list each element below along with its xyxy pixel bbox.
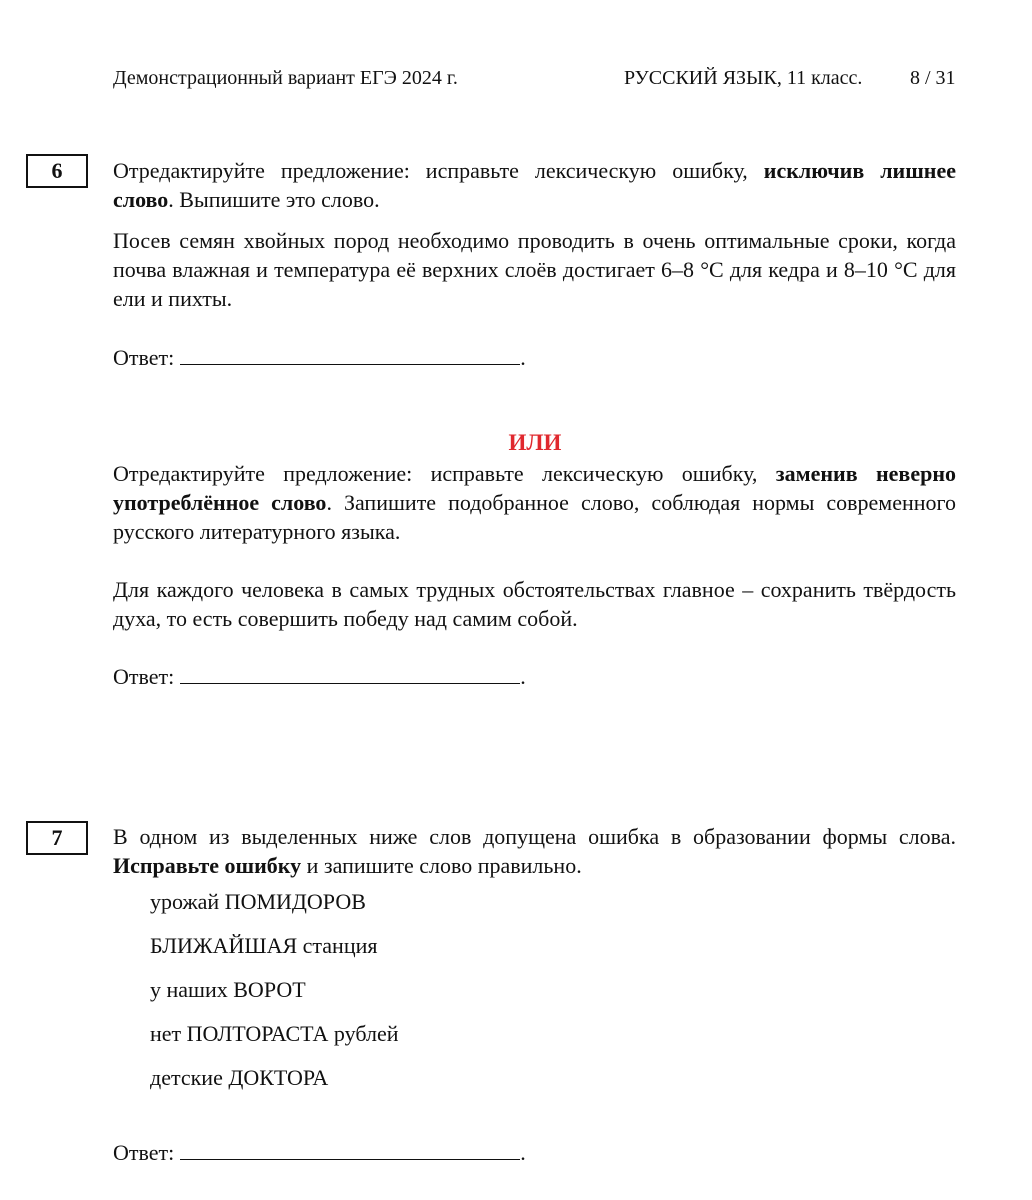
or-divider: ИЛИ <box>508 430 562 455</box>
task-7-option: урожай ПОМИДОРОВ <box>150 889 366 914</box>
header-subject: РУССКИЙ ЯЗЫК, 11 класс. <box>624 67 863 89</box>
task-6-alt-instruction-tail: . Запишите подобранное слово, соблюдая нормы современного русского литературного языка. <box>113 490 956 544</box>
task-7-instruction-bold: Исправьте ошибку <box>113 853 302 878</box>
task-6-alt-answer-field[interactable] <box>180 663 520 684</box>
task-7-option: у наших ВОРОТ <box>150 977 306 1002</box>
task-6-sentence: Посев семян хвойных пород необходимо проводить в очень оптимальные сроки, когда почва влажная и температура её верхних слоёв достигает 6–8 °С для кедра и 8–10 °С для ели и пихты. <box>113 228 956 311</box>
task-6-alt-instruction <box>113 459 956 546</box>
task-6-answer-label: Ответ: <box>113 345 175 370</box>
task-7-answer-field[interactable] <box>180 1139 520 1160</box>
task-7-answer: Ответ: . <box>113 1140 526 1165</box>
task-6-alt-sentence: Для каждого человека в самых трудных обстоятельствах главное – сохранить твёрдость духа, то есть совершить победу над самим собой. <box>113 577 956 631</box>
task-6-instruction-text: Отредактируйте предложение: исправьте лексическую ошибку, <box>113 158 764 183</box>
task-6-alt-answer: Ответ: . <box>113 664 526 689</box>
task-7-answer-label: Ответ: <box>113 1140 175 1165</box>
task-6-alt-answer-label: Ответ: <box>113 664 175 689</box>
task-6-instruction-bold: исключив лишнее слово <box>113 158 956 212</box>
task-7-instruction-tail: и запишите слово правильно. <box>301 853 582 878</box>
task-6-instruction-tail: . Выпишите это слово. <box>168 187 380 212</box>
task-7-instruction <box>113 822 956 880</box>
task-6-answer-field[interactable] <box>180 344 520 365</box>
task-7-option: нет ПОЛТОРАСТА рублей <box>150 1021 399 1046</box>
task-6-answer: Ответ: . <box>113 345 526 370</box>
header-exam-title: Демонстрационный вариант ЕГЭ 2024 г. <box>113 67 458 89</box>
task-6-instruction <box>113 156 956 214</box>
task-6-alt-instruction-text: Отредактируйте предложение: исправьте лексическую ошибку, <box>113 461 776 486</box>
task-6-number-box: 6 <box>26 154 88 188</box>
header-page-number: 8 / 31 <box>910 67 956 89</box>
task-7-number-box: 7 <box>26 821 88 855</box>
task-7-option: БЛИЖАЙШАЯ станция <box>150 933 378 958</box>
task-7-instruction-text: В одном из выделенных ниже слов допущена ошибка в образовании формы слова. <box>113 824 956 849</box>
task-6-alt-instruction-bold: заменив неверно употреблённое слово <box>113 461 956 515</box>
task-7-option: детские ДОКТОРА <box>150 1065 329 1090</box>
